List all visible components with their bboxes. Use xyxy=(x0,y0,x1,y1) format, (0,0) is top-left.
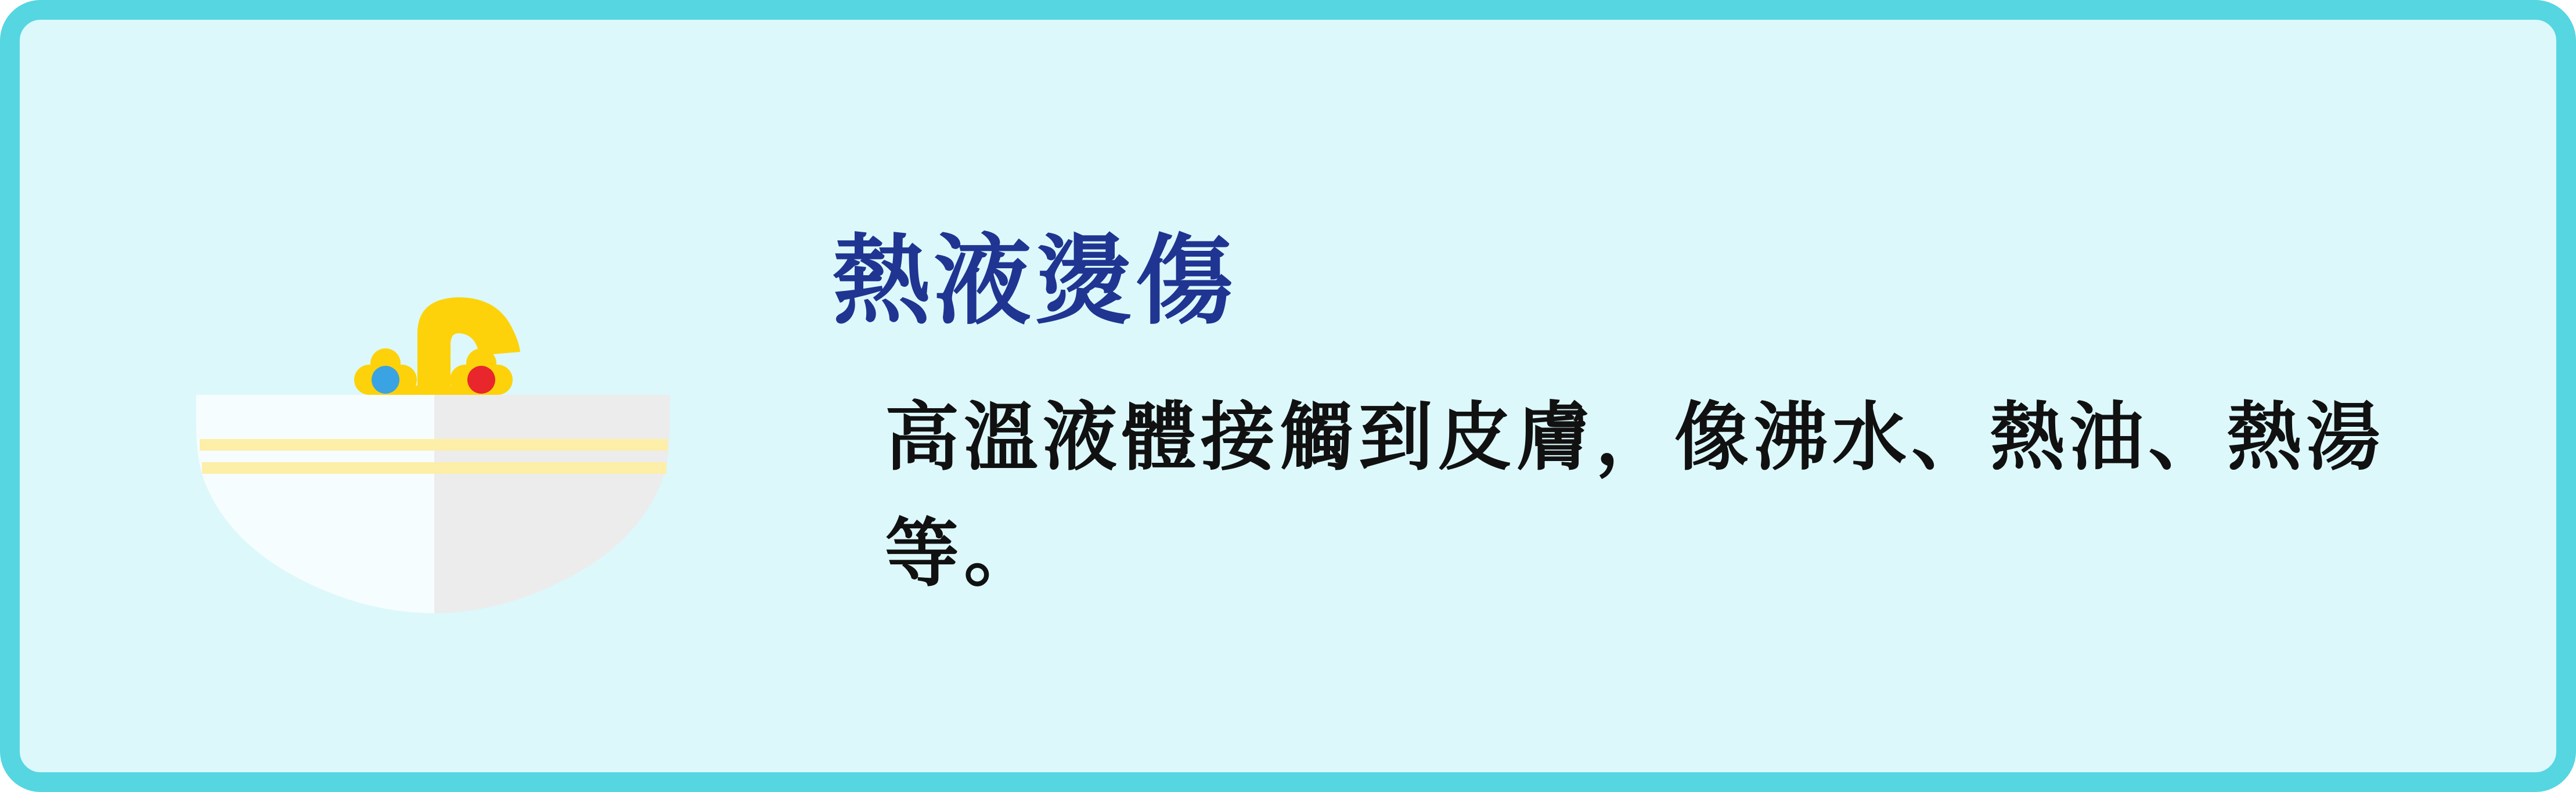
basin-icon xyxy=(196,395,670,613)
sink-illustration xyxy=(188,229,687,624)
description-text: 高溫液體接觸到皮膚，像沸水、熱油、熱湯等。 xyxy=(885,394,2386,597)
page-title: 熱液燙傷 xyxy=(833,224,1237,338)
